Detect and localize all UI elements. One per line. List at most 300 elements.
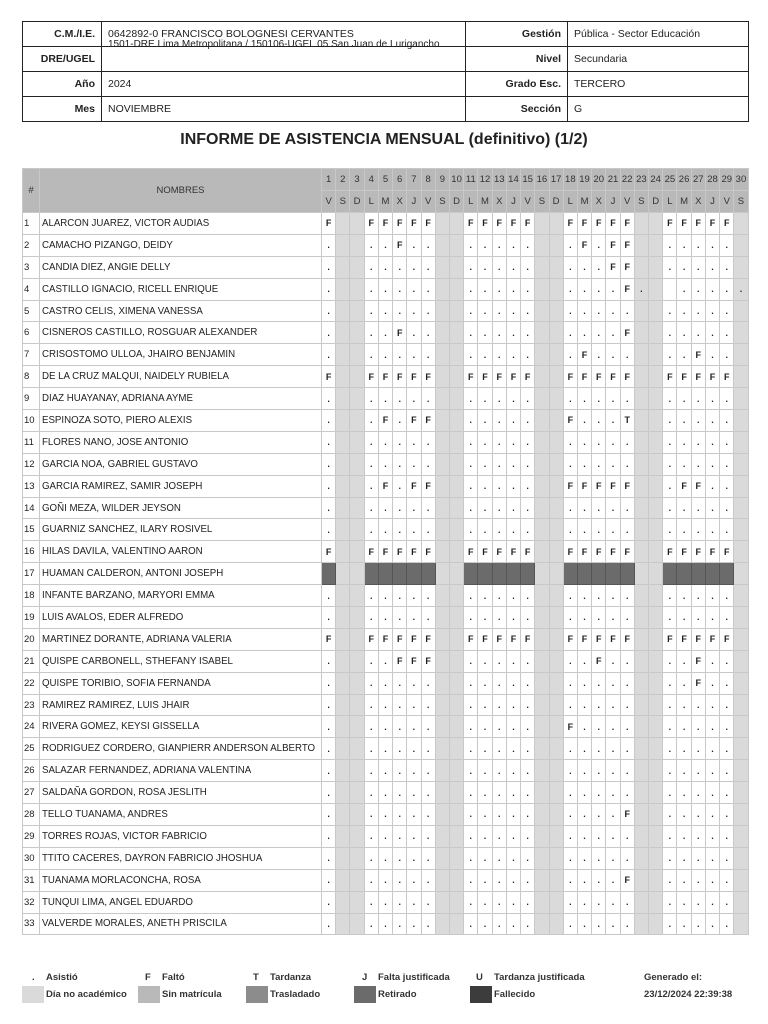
attendance-cell: F	[563, 410, 577, 432]
attendance-cell: F	[521, 366, 535, 388]
attendance-cell: .	[464, 344, 478, 366]
attendance-cell: .	[592, 519, 606, 541]
attendance-cell: .	[478, 869, 492, 891]
attendance-cell	[649, 607, 663, 629]
attendance-cell: F	[521, 541, 535, 563]
attendance-cell	[449, 585, 463, 607]
attendance-cell	[734, 913, 748, 935]
weekday-header: V	[720, 191, 734, 213]
student-number: 3	[23, 256, 40, 278]
attendance-cell: .	[464, 869, 478, 891]
attendance-cell	[634, 344, 648, 366]
attendance-cell	[449, 431, 463, 453]
student-row	[23, 585, 749, 607]
attendance-cell	[734, 366, 748, 388]
student-name: MARTINEZ DORANTE, ADRIANA VALERIA	[40, 628, 322, 650]
weekday-header: J	[506, 191, 520, 213]
attendance-cell	[649, 869, 663, 891]
attendance-cell: .	[407, 278, 421, 300]
day-number-header: 18	[563, 169, 577, 191]
attendance-cell: F	[563, 213, 577, 235]
attendance-cell: .	[705, 585, 719, 607]
student-number: 20	[23, 628, 40, 650]
legend-fallecido: Fallecido	[494, 989, 536, 1000]
attendance-cell: .	[563, 782, 577, 804]
attendance-cell: F	[677, 541, 691, 563]
attendance-cell: .	[364, 760, 378, 782]
attendance-cell: .	[577, 847, 591, 869]
attendance-cell: .	[663, 760, 677, 782]
attendance-cell	[336, 913, 350, 935]
school-info-table	[22, 21, 749, 122]
attendance-cell	[549, 847, 563, 869]
attendance-cell: .	[464, 322, 478, 344]
attendance-cell: .	[592, 825, 606, 847]
student-row	[23, 234, 749, 256]
attendance-cell: .	[620, 694, 634, 716]
student-name: SALAZAR FERNANDEZ, ADRIANA VALENTINA	[40, 760, 322, 782]
attendance-cell: .	[322, 891, 336, 913]
day-number-header: 25	[663, 169, 677, 191]
attendance-cell: F	[364, 541, 378, 563]
attendance-cell	[350, 869, 364, 891]
day-number-header: 22	[620, 169, 634, 191]
attendance-cell: .	[393, 716, 407, 738]
attendance-cell	[634, 650, 648, 672]
attendance-cell: .	[322, 782, 336, 804]
attendance-cell: .	[322, 410, 336, 432]
attendance-cell	[350, 388, 364, 410]
attendance-cell	[649, 913, 663, 935]
student-row	[23, 563, 749, 585]
attendance-cell	[563, 563, 577, 585]
attendance-cell: F	[563, 366, 577, 388]
attendance-cell: .	[563, 256, 577, 278]
attendance-cell: .	[563, 804, 577, 826]
attendance-cell: F	[378, 541, 392, 563]
attendance-cell: .	[620, 453, 634, 475]
attendance-cell: .	[691, 847, 705, 869]
attendance-cell	[449, 453, 463, 475]
attendance-cell: .	[478, 694, 492, 716]
attendance-cell: F	[705, 541, 719, 563]
attendance-cell: F	[606, 234, 620, 256]
weekday-header: M	[677, 191, 691, 213]
attendance-cell: .	[478, 760, 492, 782]
attendance-cell	[649, 891, 663, 913]
attendance-cell	[506, 563, 520, 585]
attendance-cell: .	[563, 497, 577, 519]
attendance-cell: .	[506, 650, 520, 672]
attendance-cell	[435, 234, 449, 256]
attendance-cell: .	[322, 869, 336, 891]
attendance-cell	[435, 497, 449, 519]
student-name: RAMIREZ RAMIREZ, LUIS JHAIR	[40, 694, 322, 716]
attendance-cell	[350, 475, 364, 497]
cmie-value: 0642892-0 FRANCISCO BOLOGNESI CERVANTES	[102, 22, 466, 47]
attendance-cell	[350, 891, 364, 913]
attendance-cell: .	[393, 607, 407, 629]
attendance-cell	[336, 672, 350, 694]
attendance-cell: .	[577, 410, 591, 432]
attendance-cell: .	[378, 519, 392, 541]
attendance-cell: .	[393, 782, 407, 804]
attendance-cell	[734, 300, 748, 322]
attendance-cell	[734, 760, 748, 782]
attendance-cell: .	[421, 322, 435, 344]
attendance-cell: .	[407, 344, 421, 366]
attendance-cell: .	[592, 760, 606, 782]
student-row	[23, 869, 749, 891]
attendance-cell	[336, 825, 350, 847]
attendance-cell: .	[592, 410, 606, 432]
attendance-cell: .	[478, 344, 492, 366]
day-number-header: 1	[322, 169, 336, 191]
weekday-header: D	[350, 191, 364, 213]
attendance-cell: F	[393, 213, 407, 235]
weekday-header: D	[549, 191, 563, 213]
gestion-label: Gestión	[466, 22, 568, 47]
student-number: 32	[23, 891, 40, 913]
attendance-cell	[449, 891, 463, 913]
attendance-cell: .	[521, 388, 535, 410]
attendance-cell: .	[620, 738, 634, 760]
attendance-cell: .	[322, 344, 336, 366]
attendance-cell: F	[606, 213, 620, 235]
attendance-cell	[449, 344, 463, 366]
attendance-cell	[449, 869, 463, 891]
attendance-cell	[549, 431, 563, 453]
attendance-cell: F	[663, 541, 677, 563]
attendance-cell: .	[393, 431, 407, 453]
attendance-cell: .	[720, 256, 734, 278]
attendance-cell: .	[393, 869, 407, 891]
attendance-cell: .	[663, 891, 677, 913]
attendance-cell: .	[393, 913, 407, 935]
legend-tard-just-label: Tardanza justificada	[494, 972, 585, 983]
attendance-cell	[649, 650, 663, 672]
weekday-header: M	[378, 191, 392, 213]
attendance-cell: F	[691, 541, 705, 563]
attendance-cell: .	[577, 825, 591, 847]
attendance-cell	[393, 563, 407, 585]
student-number: 19	[23, 607, 40, 629]
attendance-cell: F	[364, 213, 378, 235]
weekday-header: S	[435, 191, 449, 213]
attendance-cell: .	[364, 234, 378, 256]
attendance-cell	[549, 541, 563, 563]
attendance-cell	[549, 585, 563, 607]
anio-label: Año	[23, 72, 102, 97]
attendance-cell	[350, 519, 364, 541]
attendance-cell	[549, 344, 563, 366]
attendance-cell: .	[705, 278, 719, 300]
attendance-cell	[336, 891, 350, 913]
attendance-cell: .	[563, 234, 577, 256]
attendance-cell	[634, 213, 648, 235]
attendance-cell: .	[577, 891, 591, 913]
attendance-cell: .	[677, 453, 691, 475]
attendance-cell	[535, 344, 549, 366]
attendance-cell: .	[663, 388, 677, 410]
attendance-cell: F	[364, 628, 378, 650]
attendance-cell: .	[734, 278, 748, 300]
attendance-cell: .	[506, 672, 520, 694]
attendance-cell: .	[620, 519, 634, 541]
attendance-cell	[549, 563, 563, 585]
attendance-cell: .	[705, 256, 719, 278]
attendance-cell	[492, 563, 506, 585]
attendance-cell	[634, 497, 648, 519]
attendance-cell: F	[378, 410, 392, 432]
attendance-cell	[350, 760, 364, 782]
attendance-cell: .	[506, 694, 520, 716]
attendance-cell: .	[563, 825, 577, 847]
attendance-cell: .	[506, 431, 520, 453]
attendance-cell	[435, 913, 449, 935]
attendance-cell: .	[606, 738, 620, 760]
student-name: RIVERA GOMEZ, KEYSI GISSELLA	[40, 716, 322, 738]
student-row	[23, 453, 749, 475]
attendance-cell: F	[691, 650, 705, 672]
attendance-cell: .	[620, 344, 634, 366]
student-name: LUIS AVALOS, EDER ALFREDO	[40, 607, 322, 629]
student-row	[23, 694, 749, 716]
student-number: 6	[23, 322, 40, 344]
attendance-cell: .	[378, 234, 392, 256]
attendance-cell: .	[592, 278, 606, 300]
attendance-cell: .	[407, 234, 421, 256]
attendance-cell: .	[577, 913, 591, 935]
attendance-cell: .	[677, 891, 691, 913]
attendance-cell: .	[421, 891, 435, 913]
attendance-cell: .	[464, 256, 478, 278]
legend-falto-label: Faltó	[162, 972, 185, 983]
attendance-cell: .	[606, 453, 620, 475]
attendance-cell	[449, 913, 463, 935]
day-number-header: 15	[521, 169, 535, 191]
attendance-cell: .	[577, 804, 591, 826]
attendance-cell: .	[691, 891, 705, 913]
attendance-cell: .	[378, 650, 392, 672]
attendance-cell: .	[705, 234, 719, 256]
attendance-cell: .	[364, 716, 378, 738]
attendance-cell: .	[506, 760, 520, 782]
attendance-cell	[336, 213, 350, 235]
student-number: 10	[23, 410, 40, 432]
attendance-cell	[649, 694, 663, 716]
attendance-cell: .	[663, 672, 677, 694]
attendance-cell: F	[577, 344, 591, 366]
attendance-cell: .	[577, 760, 591, 782]
attendance-cell: .	[506, 344, 520, 366]
attendance-cell: .	[691, 256, 705, 278]
attendance-cell: .	[577, 300, 591, 322]
legend-falta-just-symbol: J	[362, 972, 368, 983]
attendance-cell: F	[577, 475, 591, 497]
student-name: ALARCON JUAREZ, VICTOR AUDIAS	[40, 213, 322, 235]
attendance-cell: .	[691, 716, 705, 738]
attendance-cell: .	[563, 388, 577, 410]
attendance-cell: .	[364, 738, 378, 760]
attendance-cell	[350, 782, 364, 804]
attendance-cell: .	[478, 825, 492, 847]
attendance-cell: F	[393, 628, 407, 650]
attendance-cell: .	[378, 453, 392, 475]
attendance-cell: .	[521, 782, 535, 804]
attendance-cell	[478, 563, 492, 585]
attendance-cell: .	[322, 804, 336, 826]
attendance-cell: .	[464, 300, 478, 322]
attendance-cell: .	[577, 278, 591, 300]
attendance-cell	[634, 453, 648, 475]
dre-value: 1501-DRE Lima Metropolitana / 150106-UGEL 05 San Juan de Lurigancho	[108, 39, 440, 50]
legend-retirado: Retirado	[378, 989, 417, 1000]
attendance-cell: .	[521, 234, 535, 256]
day-number-header: 10	[449, 169, 463, 191]
student-row	[23, 825, 749, 847]
day-number-header: 17	[549, 169, 563, 191]
attendance-cell: .	[663, 256, 677, 278]
student-row	[23, 366, 749, 388]
attendance-cell: .	[592, 913, 606, 935]
attendance-cell: .	[521, 847, 535, 869]
attendance-cell: .	[322, 388, 336, 410]
attendance-cell: .	[563, 431, 577, 453]
attendance-cell	[549, 607, 563, 629]
attendance-cell: .	[478, 782, 492, 804]
attendance-cell: .	[478, 322, 492, 344]
attendance-cell: .	[322, 453, 336, 475]
attendance-cell: F	[506, 628, 520, 650]
attendance-cell	[720, 563, 734, 585]
attendance-cell: F	[563, 475, 577, 497]
attendance-cell	[734, 738, 748, 760]
dre-label: DRE/UGEL	[23, 47, 102, 72]
attendance-cell: F	[592, 541, 606, 563]
attendance-cell	[535, 388, 549, 410]
attendance-cell: .	[492, 410, 506, 432]
attendance-cell: F	[464, 541, 478, 563]
attendance-cell: .	[563, 322, 577, 344]
attendance-cell	[435, 300, 449, 322]
attendance-cell: .	[720, 891, 734, 913]
attendance-cell: .	[592, 453, 606, 475]
attendance-cell: .	[421, 497, 435, 519]
attendance-cell	[549, 410, 563, 432]
attendance-cell: F	[720, 366, 734, 388]
attendance-cell	[734, 672, 748, 694]
attendance-cell	[350, 716, 364, 738]
attendance-cell	[634, 913, 648, 935]
attendance-cell	[336, 738, 350, 760]
attendance-cell	[350, 847, 364, 869]
student-row	[23, 344, 749, 366]
attendance-cell	[535, 650, 549, 672]
attendance-cell: .	[378, 847, 392, 869]
attendance-cell: .	[492, 694, 506, 716]
attendance-cell: .	[720, 913, 734, 935]
attendance-cell	[535, 913, 549, 935]
attendance-cell: .	[421, 388, 435, 410]
attendance-cell	[449, 475, 463, 497]
attendance-cell: .	[393, 891, 407, 913]
attendance-cell	[634, 869, 648, 891]
attendance-cell: F	[606, 541, 620, 563]
attendance-cell: F	[421, 410, 435, 432]
student-number: 7	[23, 344, 40, 366]
student-row	[23, 607, 749, 629]
attendance-cell	[535, 497, 549, 519]
attendance-cell: .	[478, 431, 492, 453]
attendance-cell	[634, 388, 648, 410]
attendance-cell: .	[521, 825, 535, 847]
attendance-cell: .	[364, 672, 378, 694]
attendance-cell	[336, 716, 350, 738]
student-name: TORRES ROJAS, VICTOR FABRICIO	[40, 825, 322, 847]
attendance-cell: .	[705, 847, 719, 869]
attendance-cell: .	[364, 410, 378, 432]
attendance-cell	[364, 563, 378, 585]
attendance-cell: .	[364, 847, 378, 869]
attendance-cell	[435, 585, 449, 607]
day-number-header: 3	[350, 169, 364, 191]
attendance-cell: .	[521, 869, 535, 891]
attendance-cell: .	[663, 694, 677, 716]
attendance-cell: .	[506, 607, 520, 629]
attendance-cell	[549, 760, 563, 782]
attendance-cell: .	[506, 869, 520, 891]
attendance-cell: .	[577, 497, 591, 519]
attendance-cell: .	[563, 694, 577, 716]
attendance-cell: .	[577, 650, 591, 672]
attendance-cell	[634, 300, 648, 322]
attendance-cell: .	[663, 300, 677, 322]
attendance-cell: .	[407, 453, 421, 475]
attendance-cell: .	[677, 388, 691, 410]
attendance-cell: .	[720, 825, 734, 847]
grado-value: TERCERO	[568, 72, 749, 97]
attendance-cell: .	[407, 716, 421, 738]
student-number: 18	[23, 585, 40, 607]
attendance-cell: .	[592, 672, 606, 694]
attendance-cell: F	[620, 366, 634, 388]
attendance-cell: .	[322, 760, 336, 782]
attendance-cell: .	[421, 278, 435, 300]
attendance-cell: F	[705, 213, 719, 235]
attendance-cell: .	[478, 519, 492, 541]
attendance-cell: .	[677, 322, 691, 344]
attendance-cell: .	[506, 234, 520, 256]
day-number-header: 29	[720, 169, 734, 191]
attendance-cell: .	[407, 694, 421, 716]
attendance-cell: .	[464, 913, 478, 935]
student-number: 24	[23, 716, 40, 738]
attendance-cell: .	[606, 519, 620, 541]
attendance-cell	[734, 234, 748, 256]
attendance-cell: F	[691, 672, 705, 694]
attendance-cell: .	[421, 738, 435, 760]
attendance-cell: .	[492, 322, 506, 344]
attendance-cell: F	[577, 541, 591, 563]
student-name: GOÑI MEZA, WILDER JEYSON	[40, 497, 322, 519]
attendance-cell: .	[691, 388, 705, 410]
swatch-dia-no-academico	[22, 986, 44, 1003]
attendance-cell: .	[521, 256, 535, 278]
day-number-header: 24	[649, 169, 663, 191]
attendance-cell: .	[492, 760, 506, 782]
attendance-cell: .	[378, 585, 392, 607]
